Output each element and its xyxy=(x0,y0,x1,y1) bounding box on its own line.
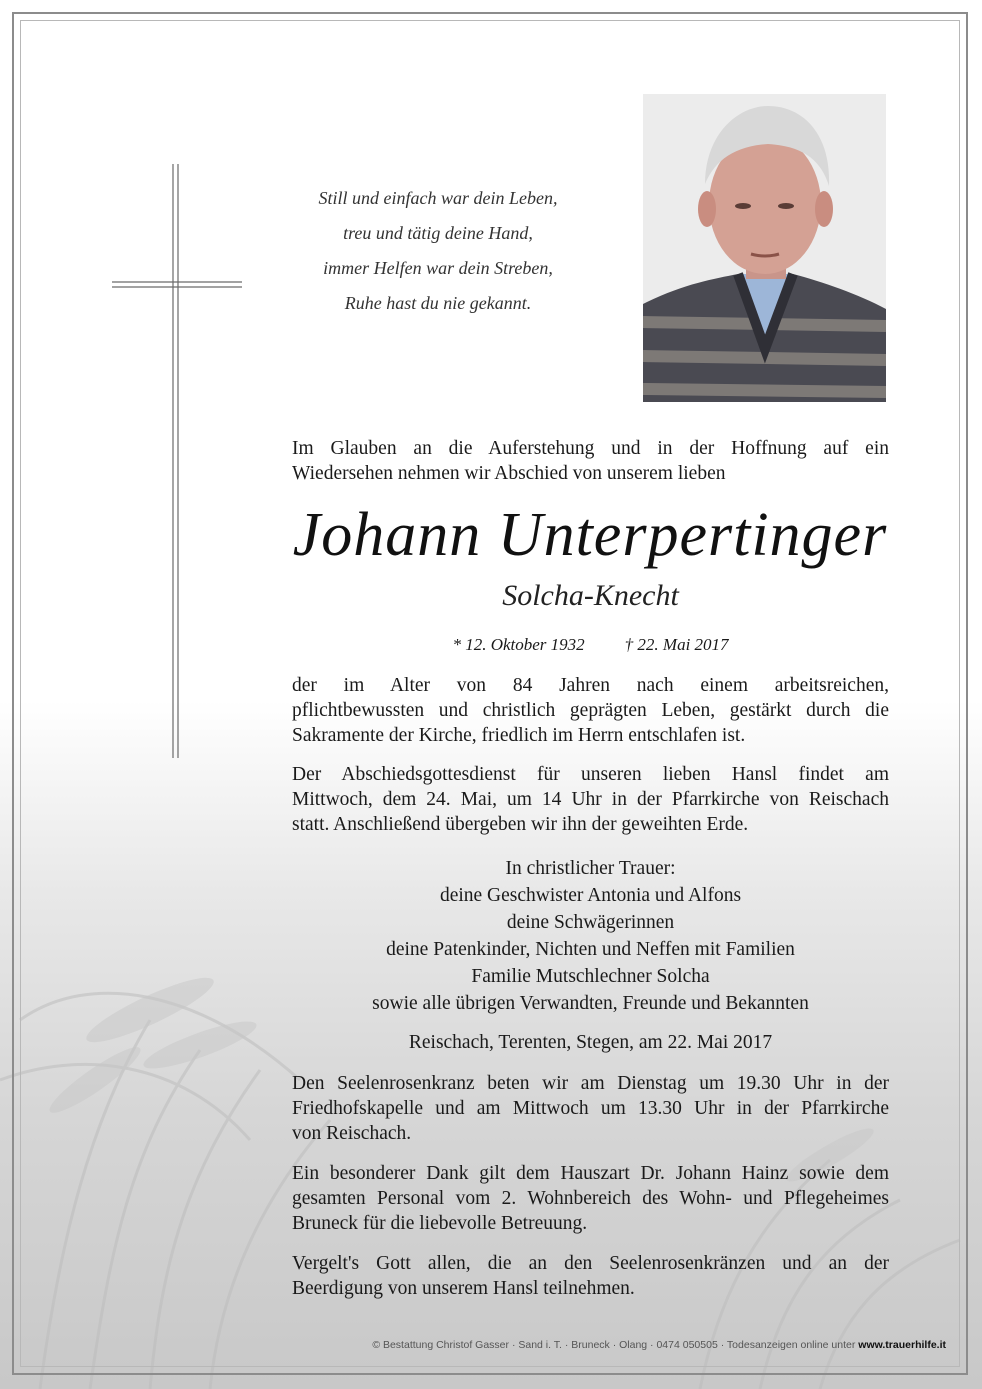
footer-link[interactable]: www.trauerhilfe.it xyxy=(858,1339,946,1351)
poem-line: treu und tätig deine Hand, xyxy=(343,223,533,243)
paragraph-line: von Reischach. xyxy=(292,1123,412,1144)
poem xyxy=(268,181,608,321)
intro-line: Im Glauben an die Auferstehung und in der Hoffnung auf ein xyxy=(292,438,889,459)
intro-text xyxy=(292,436,889,486)
paragraph-line: Bruneck für die liebevolle Betreuung. xyxy=(292,1213,588,1234)
mourners-item: Familie Mutschlechner Solcha xyxy=(471,966,710,987)
mourners-item: deine Patenkinder, Nichten und Neffen mit Familien xyxy=(386,939,795,960)
paragraph-line: pflichtbewussten und christlich geprägten Leben, gestärkt durch die xyxy=(292,700,889,721)
mourners-item: sowie alle übrigen Verwandten, Freunde und Bekannten xyxy=(372,993,809,1014)
poem-line: Still und einfach war dein Leben, xyxy=(318,188,558,208)
life-dates xyxy=(292,634,889,656)
paragraph-line: Der Abschiedsgottesdienst für unseren lieben Hansl findet am xyxy=(292,764,889,785)
poem-line: immer Helfen war dein Streben, xyxy=(323,258,553,278)
place-and-date: Reischach, Terenten, Stegen, am 22. Mai 2017 xyxy=(408,1032,773,1053)
footer-credit xyxy=(292,1339,946,1351)
death-date: † 22. Mai 2017 xyxy=(624,635,729,654)
paragraph-line: Sakramente der Kirche, friedlich im Herrn entschlafen ist. xyxy=(292,725,746,746)
paragraph-gratitude xyxy=(292,1251,889,1301)
birth-date: * 12. Oktober 1932 xyxy=(452,635,585,654)
paragraph-line: Ein besonderer Dank gilt dem Hauszart Dr. Johann Hainz sowie dem xyxy=(292,1163,889,1184)
paragraph-thanks xyxy=(292,1161,889,1236)
paragraph-service xyxy=(292,762,889,837)
paragraph-line: gesamten Personal vom 2. Wohnbereich des Wohn- und Pflegeheimes xyxy=(292,1188,889,1209)
paragraph-rosary xyxy=(292,1071,889,1146)
mourners-list xyxy=(292,855,889,1017)
footer-text: © Bestattung Christof Gasser · Sand i. T. · Bruneck · Olang · 0474 050505 · Todesanzeigen online unter xyxy=(372,1339,856,1351)
paragraph-line: der im Alter von 84 Jahren nach einem arbeitsreichen, xyxy=(292,675,889,696)
portrait-photo xyxy=(643,94,886,402)
paragraph-line: Friedhofskapelle und am Mittwoch um 13.30 Uhr in der Pfarrkirche xyxy=(292,1098,889,1119)
mourners-item: deine Geschwister Antonia und Alfons xyxy=(439,885,742,906)
poem-line: Ruhe hast du nie gekannt. xyxy=(344,293,532,313)
mourners-item: deine Schwägerinnen xyxy=(506,912,675,933)
paragraph-line: Vergelt's Gott allen, die an den Seelenrosenkränzen und an der xyxy=(292,1253,889,1274)
intro-line: Wiedersehen nehmen wir Abschied von unserem lieben xyxy=(292,463,726,484)
cross-icon xyxy=(112,164,242,758)
paragraph-line: Beerdigung von unserem Hansl teilnehmen. xyxy=(292,1278,635,1299)
mourners-heading: In christlicher Trauer: xyxy=(505,858,676,879)
paragraph-line: Den Seelenrosenkranz beten wir am Dienstag um 19.30 Uhr in der xyxy=(292,1073,889,1094)
deceased-name: Johann Unterpertinger xyxy=(292,501,888,569)
paragraph-passing xyxy=(292,673,889,748)
paragraph-line: Mittwoch, dem 24. Mai, um 14 Uhr in der Pfarrkirche von Reischach xyxy=(292,789,889,810)
deceased-nickname: Solcha-Knecht xyxy=(502,579,679,612)
paragraph-line: statt. Anschließend übergeben wir ihn der geweihten Erde. xyxy=(292,814,749,835)
